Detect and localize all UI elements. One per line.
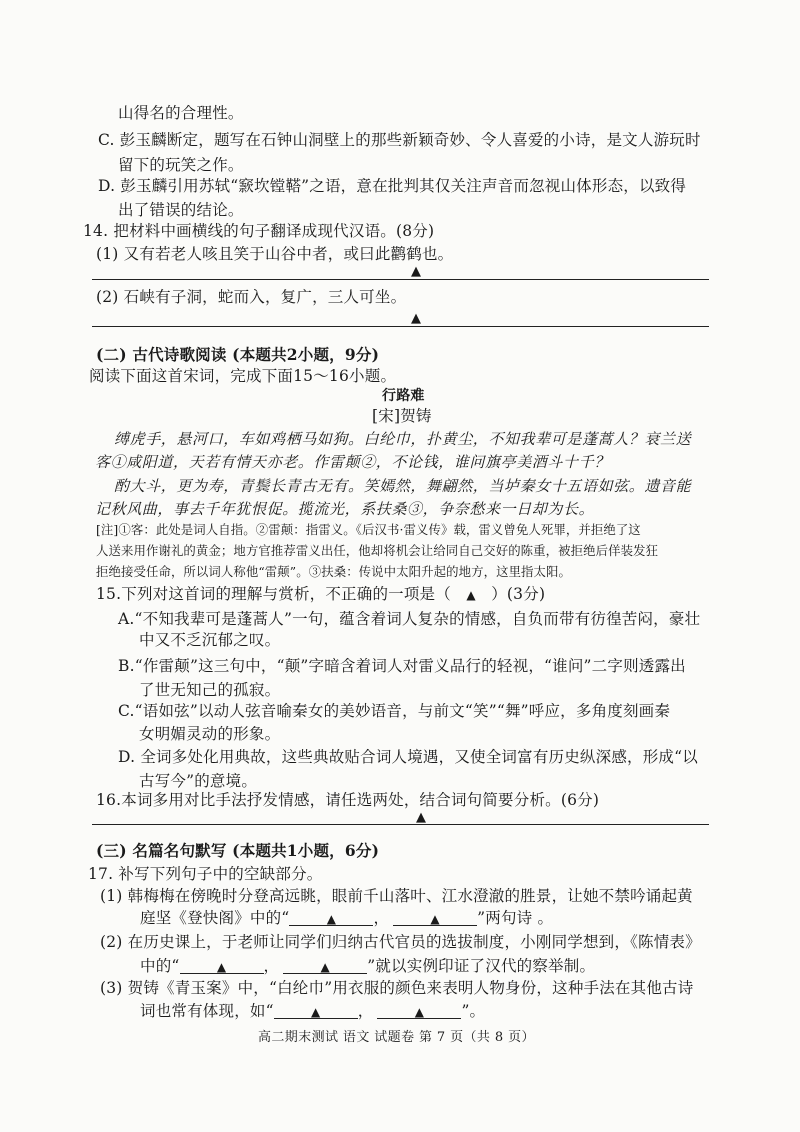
- question-15-stem: 15.下列对这首词的理解与赏析，不正确的一项是（ ▲ ）(3分): [96, 585, 546, 603]
- fill-item-2: (2) 在历史课上，于老师让同学们归纳古代官员的选拔制度，小刚同学想到，《陈情表》: [100, 933, 701, 951]
- option-c: C.“语如弦”以动人弦音喻秦女的美妙语音，与前文“笑”“舞”呼应，多角度刻画秦: [118, 702, 671, 720]
- section-2-intro: 阅读下面这首宋词，完成下面15～16小题。: [89, 367, 397, 385]
- fill-item-2-blanks: 中的“ ▲ ， ▲ ”就以实例印证了汉代的察举制。: [140, 957, 596, 975]
- answer-triangle-icon: ▲: [416, 810, 426, 825]
- question-14-sentence-1: (1) 又有若老人咳且笑于山谷中者，或曰此鹳鹤也。: [96, 245, 454, 263]
- option-d: D. 彭玉麟引用苏轼“窾坎镗鞳”之语，意在批判其仅关注声音而忽视山体形态，以致得: [98, 177, 687, 195]
- poem-note: [注]①客：此处是词人自指。②雷颠：指雷义。《后汉书·雷义传》载，雷义曾免人死罪，并拒绝了这: [96, 522, 641, 537]
- option-text: 山得名的合理性。: [118, 104, 244, 122]
- poem-note: 拒绝接受任命，所以词人称他“雷颠”。③扶桑：传说中太阳升起的地方，这里指太阳。: [96, 564, 572, 579]
- answer-line[interactable]: [92, 279, 709, 280]
- answer-line[interactable]: [92, 824, 709, 825]
- poem-line: 记秋风曲，事去千年犹恨促。揽流光，系扶桑③，争奈愁来一日却为长。: [95, 500, 595, 518]
- poem-line: 缚虎手，悬河口，车如鸡栖马如狗。白纶巾，扑黄尘，不知我辈可是蓬蒿人？衰兰送: [114, 430, 692, 448]
- section-2-title: (二) 古代诗歌阅读 (本题共2小题，9分): [96, 345, 380, 364]
- option-text: 了世无知己的孤寂。: [139, 681, 281, 699]
- answer-blank[interactable]: ▲: [283, 961, 367, 974]
- answer-blank[interactable]: ▲: [377, 1006, 461, 1019]
- answer-triangle-icon: ▲: [466, 588, 476, 602]
- question-14-stem: 14. 把材料中画横线的句子翻译成现代汉语。(8分): [83, 222, 435, 240]
- answer-triangle-icon: ▲: [411, 264, 421, 279]
- poem-title: 行路难: [382, 388, 425, 404]
- answer-blank[interactable]: ▲: [274, 1006, 358, 1019]
- fill-item-1: (1) 韩梅梅在傍晚时分登高远眺，眼前千山落叶、江水澄澈的胜景，让她不禁吟诵起黄: [100, 887, 693, 905]
- page-footer: 高二期末测试 语文 试题卷 第 7 页（共 8 页）: [258, 1030, 535, 1045]
- section-3-title: (三) 名篇名句默写 (本题共1小题，6分): [96, 841, 380, 860]
- answer-blank[interactable]: ▲: [393, 913, 477, 926]
- option-text: 中又不乏沉郁之叹。: [139, 631, 281, 649]
- option-text: 出了错误的结论。: [118, 201, 244, 219]
- answer-triangle-icon: ▲: [411, 311, 421, 326]
- question-14-sentence-2: (2) 石峡有子洞，蛇而入，复广，三人可坐。: [96, 288, 407, 306]
- poem-line: 酌大斗，更为寿，青鬓长青古无有。笑嫣然，舞翩然，当垆秦女十五语如弦。遗音能: [114, 477, 692, 495]
- question-17-stem: 17. 补写下列句子中的空缺部分。: [88, 865, 323, 883]
- answer-blank[interactable]: ▲: [180, 961, 264, 974]
- question-16-stem: 16.本词多用对比手法抒发情感，请任选两处，结合词句简要分析。(6分): [96, 791, 600, 809]
- answer-line[interactable]: [92, 326, 709, 327]
- fill-item-3: (3) 贺铸《青玉案》中，“白纶巾”用衣服的颜色来表明人物身份，这种手法在其他古诗: [100, 979, 694, 997]
- option-text: 古写今”的意境。: [139, 772, 258, 790]
- poem-author: [宋]贺铸: [372, 407, 432, 425]
- poem-note: 人送来用作谢礼的黄金；地方官推荐雷义出任，他却将机会让给同自己交好的陈重，被拒绝后佯装发狂: [96, 543, 659, 558]
- option-c: C. 彭玉麟断定，题写在石钟山洞壁上的那些新颖奇妙、令人喜爱的小诗，是文人游玩时: [98, 131, 701, 149]
- answer-blank[interactable]: ▲: [289, 913, 373, 926]
- option-text: 女明媚灵动的形象。: [139, 725, 281, 743]
- poem-line: 客①咸阳道，天若有情天亦老。作雷颠②，不论钱，谁问旗亭美酒斗十千？: [95, 453, 610, 471]
- option-a: A.“不知我辈可是蓬蒿人”一句，蕴含着词人复杂的情感，自负而带有彷徨苦闷，豪壮: [118, 610, 701, 628]
- option-b: B.“作雷颠”这三句中，“颠”字暗含着词人对雷义品行的轻视，“谁问”二字则透露出: [118, 657, 686, 675]
- option-text: 留下的玩笑之作。: [118, 156, 244, 174]
- fill-item-1-blanks: 庭坚《登快阁》中的“ ▲ ， ▲ ”两句诗 。: [140, 909, 554, 927]
- fill-item-3-blanks: 词也常有体现，如“ ▲ ， ▲ ”。: [140, 1002, 486, 1020]
- option-d: D. 全词多处化用典故，这些典故贴合词人境遇，又使全词富有历史纵深感，形成“以: [118, 748, 698, 766]
